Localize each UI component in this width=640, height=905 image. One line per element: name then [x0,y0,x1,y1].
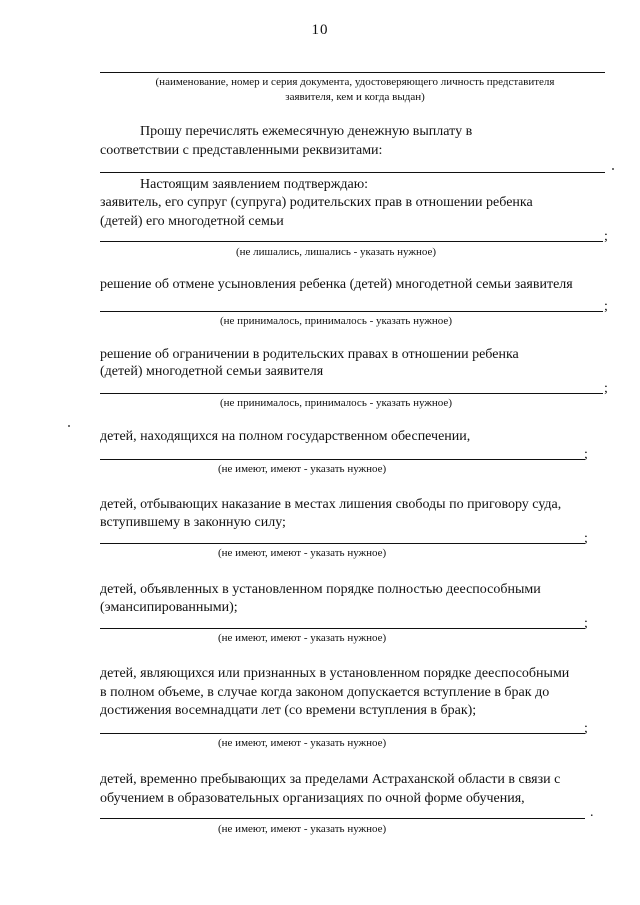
restriction-fill-line [100,393,603,394]
married-hint: (не имеют, имеют - указать нужное) [218,737,387,749]
confirm-intro: Настоящим заявлением подтверждаю: [140,177,369,192]
emancipated-hint: (не имеют, имеют - указать нужное) [218,632,387,644]
married-semicolon: ; [584,721,588,736]
restriction-line-2: (детей) многодетной семьи заявителя [100,364,324,379]
state-support-text: детей, находящихся на полном государственном обеспечении, [100,429,471,444]
scan-speck [612,168,614,170]
emancipated-line-2: (эмансипированными); [100,600,238,615]
studying-fill-line [100,818,585,819]
scan-speck [68,425,70,427]
parental-rights-semicolon: ; [604,229,608,244]
restriction-semicolon: ; [604,381,608,396]
page-number: 10 [311,22,329,38]
married-fill-line [100,733,585,734]
adoption-cancel-fill-line [100,311,603,312]
parental-rights-line-1: заявитель, его супруг (супруга) родительских прав в отношении ребенка [100,195,533,210]
state-support-hint: (не имеют, имеют - указать нужное) [218,463,387,475]
married-line-3: достижения восемнадцати лет (со времени вступления в брак); [100,703,477,718]
imprisoned-hint: (не имеют, имеют - указать нужное) [218,547,387,559]
studying-period: . [590,805,594,820]
imprisoned-fill-line [100,543,585,544]
emancipated-semicolon: ; [584,616,588,631]
imprisoned-semicolon: ; [584,531,588,546]
emancipated-line-1: детей, объявленных в установленном порядке полностью дееспособными [100,582,541,597]
identity-line [100,72,605,73]
requisites-line [100,172,605,173]
request-line-2: соответствии с представленными реквизитами: [100,143,383,158]
parental-rights-fill-line [100,241,603,242]
adoption-cancel-text: решение об отмене усыновления ребенка (детей) многодетной семьи заявителя [100,277,573,292]
restriction-hint: (не принималось, принималось - указать нужное) [220,397,452,409]
married-line-2: в полном объеме, в случае когда законом допускается вступление в брак до [100,685,550,700]
parental-rights-hint: (не лишались, лишались - указать нужное) [236,246,437,258]
restriction-line-1: решение об ограничении в родительских правах в отношении ребенка [100,347,519,362]
married-line-1: детей, являющихся или признанных в установленном порядке дееспособными [100,666,570,681]
adoption-cancel-hint: (не принималось, принималось - указать нужное) [220,315,452,327]
imprisoned-line-2: вступившему в законную силу; [100,515,286,530]
imprisoned-line-1: детей, отбывающих наказание в местах лишения свободы по приговору суда, [100,497,562,512]
state-support-fill-line [100,459,585,460]
studying-line-1: детей, временно пребывающих за пределами Астраханской области в связи с [100,772,561,787]
adoption-cancel-semicolon: ; [604,299,608,314]
state-support-semicolon: ; [584,447,588,462]
request-line-1: Прошу перечислять ежемесячную денежную выплату в [140,124,473,139]
emancipated-fill-line [100,628,585,629]
studying-hint: (не имеют, имеют - указать нужное) [218,823,387,835]
parental-rights-line-2: (детей) его многодетной семьи [100,214,284,229]
studying-line-2: обучением в образовательных организациях по очной форме обучения, [100,791,525,806]
identity-caption-1: (наименование, номер и серия документа, удостоверяющего личность представителя [155,76,555,88]
identity-caption-2: заявителя, кем и когда выдан) [285,91,425,103]
